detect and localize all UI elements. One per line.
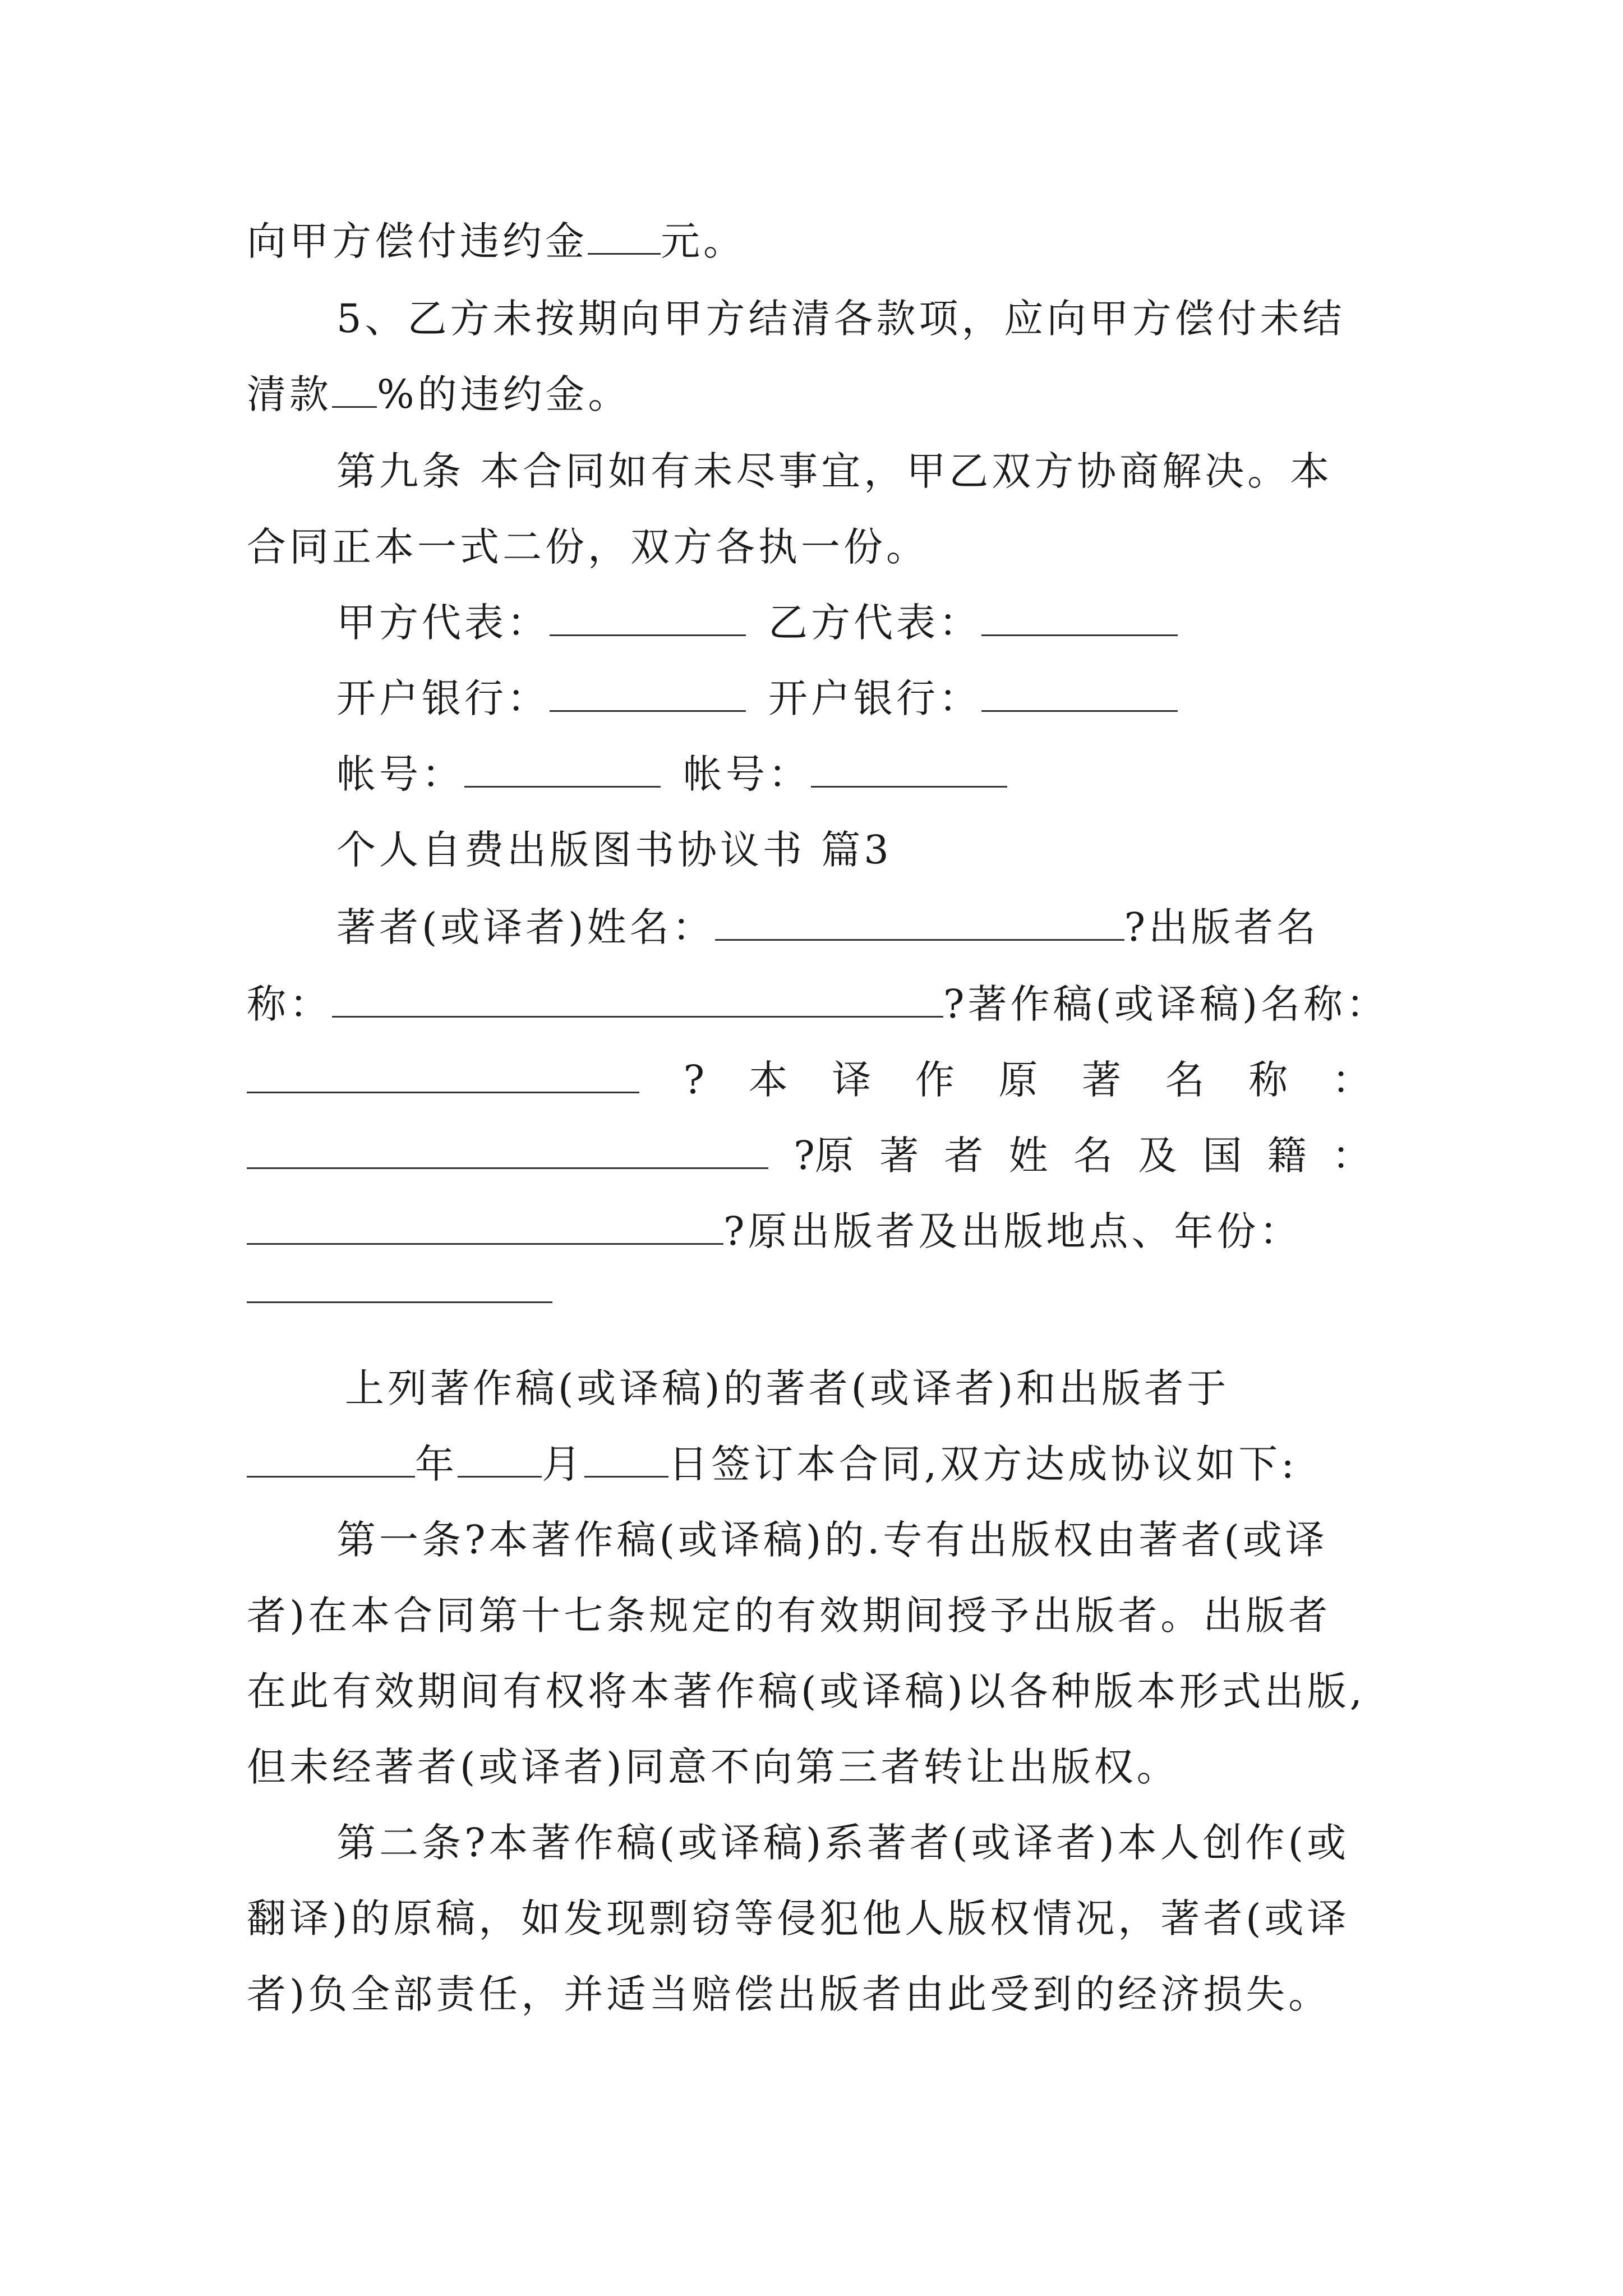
text: 本 [748,1057,788,1103]
text: 著 [1082,1057,1122,1103]
text: 名 [1073,1133,1113,1179]
fill-blank [715,905,1124,941]
text: 年 [415,1441,458,1487]
text: 籍 [1267,1133,1307,1179]
text: ?原出版者及出版地点、年份： [723,1208,1302,1254]
text-line: 在此有效期间有权将本著作稿(或译稿)以各种版本形式出版, [247,1668,1366,1714]
text-line: 第九条 本合同如有未尽事宜，甲乙双方协商解决。本 [336,448,1333,494]
fill-blank [588,219,661,255]
fill-blank [550,677,746,712]
fill-blank [584,1442,668,1478]
text-line: 第二条?本著作稿(或译稿)系著者(或译者)本人创作(或 [336,1820,1350,1866]
text: 姓 [1008,1133,1048,1179]
text: %的违约金。 [377,371,631,417]
label: ?出版者名 [1124,904,1320,950]
text-line: 上列著作稿(或译稿)的著者(或译者)和出版者于 [345,1365,1230,1411]
fill-blank [247,1134,768,1169]
fill-blank [981,601,1178,636]
fill-blank [981,677,1178,712]
fill-blank [247,1301,552,1303]
fill-blank [550,601,746,636]
text: 清款 [247,371,332,417]
signature-line [336,749,1007,799]
text: 译 [832,1057,872,1103]
signature-line [336,597,1178,648]
text-line: 但未经著者(或译者)同意不向第三者转让出版权。 [247,1744,1179,1790]
text: 日签订本合同,双方达成协议如下: [668,1441,1298,1487]
text: 著 [879,1133,919,1179]
fill-blank [247,1209,723,1245]
text: ： [1331,1057,1371,1103]
fill-blank [458,1442,542,1478]
text-line: 合同正本一式二份，双方各执一份。 [247,524,929,570]
fill-blank [247,1442,415,1478]
text-line [247,1206,1302,1257]
text: 元。 [661,218,746,264]
label: 著者(或译者)姓名： [336,904,715,950]
text: 月 [542,1441,584,1487]
text-line [247,216,746,266]
text: ? [683,1057,705,1103]
label: 乙方代表： [768,600,981,646]
fill-blank [332,372,377,408]
text: 名 [1165,1057,1205,1103]
text-line [247,369,631,420]
fill-blank [811,752,1007,788]
text-line [336,902,1319,953]
text: 作 [915,1057,955,1103]
text-line: 翻译)的原稿，如发现剽窃等侵犯他人版权情况，著者(或译 [247,1895,1350,1941]
text-line [247,979,1389,1029]
text: ?原 [794,1133,854,1179]
text: 及 [1138,1133,1178,1179]
section-heading: 个人自费出版图书协议书 篇3 [336,827,892,873]
label: 称： [247,981,332,1027]
signature-line [336,673,1178,724]
text-line: 第一条?本著作稿(或译稿)的.专有出版权由著者(或译 [336,1517,1328,1563]
text: 者 [944,1133,984,1179]
fill-blank [464,752,661,788]
text-line [247,1439,1298,1489]
label: 帐号： [336,751,464,797]
text-line: 者)在本合同第十七条规定的有效期间授予出版者。出版者 [247,1593,1331,1639]
text: 原 [998,1057,1038,1103]
label: 开户银行： [336,675,550,721]
text-line: 5、乙方未按期向甲方结清各款项，应向甲方偿付未结 [336,296,1345,342]
justified-line [247,1130,1371,1181]
text: 向甲方偿付违约金 [247,218,588,264]
text: 称 [1248,1057,1288,1103]
text-line: 者)负全部责任，并适当赔偿出版者由此受到的经济损失。 [247,1971,1331,2017]
label: 甲方代表： [336,600,550,646]
text: ： [1331,1133,1371,1179]
label: 开户银行： [768,675,981,721]
label: ?著作稿(或译稿)名称： [943,981,1389,1027]
text: 国 [1202,1133,1242,1179]
label: 帐号： [683,751,811,797]
fill-blank [247,1058,639,1093]
justified-line [247,1055,1371,1105]
fill-blank [332,982,943,1018]
